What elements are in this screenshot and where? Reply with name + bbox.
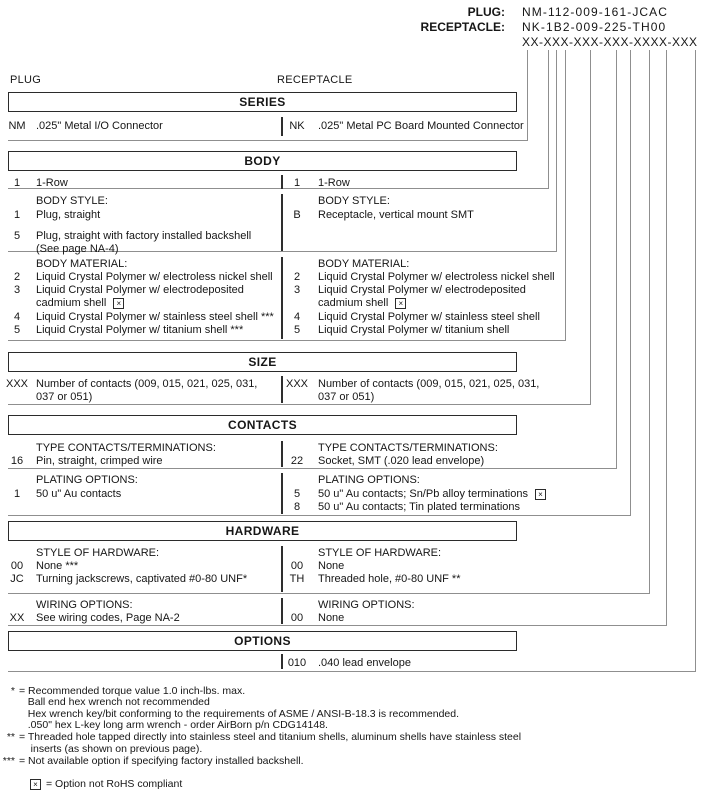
body-material-label-right: BODY MATERIAL: [318,258,410,270]
leader-line-body-style [556,50,557,252]
contacts-type-left-code: 16 [10,455,24,467]
body-material-right-code-4: 4 [293,311,301,323]
series-left-text: .025" Metal I/O Connector [36,120,163,132]
separator-hardware-style [8,593,650,594]
options-right-text: .040 lead envelope [318,657,411,669]
footnote-text-4: .050" hex L-key long arm wrench - order AirBorn p/n CDG14148. [19,719,328,731]
body-material-right-text-5: Liquid Crystal Polymer w/ titanium shell [318,324,510,336]
footnote-marker-7: *** [2,755,15,767]
contacts-plating-left-code: 1 [13,488,21,500]
body-material-left-code-3: 3 [13,284,21,296]
hardware-wiring-label-left: WIRING OPTIONS: [36,599,133,611]
footnote-text-5: = Threaded hole tapped directly into stainless steel and titanium shells, aluminum shells have stainless steel [19,731,522,743]
contacts-plating-right-text-5 [318,488,546,500]
hardware-wiring-left-code: XX [9,612,25,624]
contacts-plating-right-text-8: 50 u" Au contacts; Tin plated terminations [318,501,521,513]
receptacle-column-label: RECEPTACLE [277,74,353,86]
plug-part-number-label: PLUG: [467,5,505,19]
body-style-left-code-5: 5 [13,230,21,242]
hardware-style-left-text-00: None *** [36,560,79,572]
footnote-text-6: inserts (as shown on previous page). [19,743,203,755]
series-left-code: NM [8,120,26,132]
plug-part-number-value: NM-112-009-161-JCAC [522,5,669,19]
body-material-left-text-5: Liquid Crystal Polymer w/ titanium shell *** [36,324,244,336]
size-left-text-cont: 037 or 051) [36,391,93,403]
section-header-series: SERIES [8,92,517,112]
body-material-right-code-3: 3 [293,284,301,296]
body-style-left-text-5: Plug, straight with factory installed backshell [36,230,252,242]
contacts-plating-left-text: 50 u" Au contacts [36,488,122,500]
contacts-type-label-right: TYPE CONTACTS/TERMINATIONS: [318,442,498,454]
part-number-mask: XX-XXX-XXX-XXX-XXXX-XXX [522,35,698,49]
leader-line-body-row [548,50,549,189]
not-rohs-compliant-icon [30,779,41,790]
receptacle-part-number-value: NK-1B2-009-225-TH00 [522,20,667,34]
footnote-text-2: Ball end hex wrench not recommended [19,696,210,708]
hardware-wiring-right-code: 00 [290,612,304,624]
separator-series-bottom [8,140,528,141]
footnote-marker-5: ** [6,731,15,743]
leader-line-contacts-plating [630,50,631,516]
separator-body-bottom [8,340,566,341]
footnote-marker-1: * [10,685,15,697]
body-material-right-code-2: 2 [293,271,301,283]
body-row-right-text: 1-Row [318,177,350,189]
footnote-text-1: = Recommended torque value 1.0 inch-lbs. max. [19,685,246,697]
body-material-left-code-2: 2 [13,271,21,283]
contacts-plating-right-code-8: 8 [293,501,301,513]
hardware-style-right-text-th: Threaded hole, #0-80 UNF ** [318,573,461,585]
size-right-text-cont: 037 or 051) [318,391,375,403]
contacts-type-label-left: TYPE CONTACTS/TERMINATIONS: [36,442,216,454]
hardware-style-right-code-th: TH [289,573,305,585]
contacts-plating-label-right: PLATING OPTIONS: [318,474,420,486]
hardware-style-label-right: STYLE OF HARDWARE: [318,547,442,559]
body-material-right-text-4: Liquid Crystal Polymer w/ stainless steel shell [318,311,540,323]
body-material-right-text-3-cont-text: cadmium shell [318,297,389,309]
body-material-right-text-3: Liquid Crystal Polymer w/ electrodeposited [318,284,526,296]
body-style-left-text-1: Plug, straight [36,209,101,221]
hardware-wiring-right-text: None [318,612,345,624]
body-material-right-code-5: 5 [293,324,301,336]
contacts-plating-right-code-5: 5 [293,488,301,500]
not-rohs-compliant-icon [535,489,546,500]
footnote-text-7: = Not available option if specifying factory installed backshell. [19,755,304,767]
body-style-divider [281,194,283,251]
body-material-right-text-3-cont [318,297,406,309]
separator-hardware-bottom [8,625,667,626]
hardware-style-right-code-00: 00 [290,560,304,572]
separator-options-bottom [8,671,696,672]
separator-size-bottom [8,404,591,405]
body-material-left-text-4: Liquid Crystal Polymer w/ stainless steel shell *** [36,311,274,323]
not-rohs-compliant-icon [395,298,406,309]
size-right-code: XXX [285,378,308,390]
separator-contacts-type [8,468,617,469]
contacts-type-right-code: 22 [290,455,304,467]
leader-line-size [590,50,591,405]
series-right-text: .025" Metal PC Board Mounted Connector [318,120,524,132]
section-header-hardware: HARDWARE [8,521,517,541]
leader-line-hardware-wiring [666,50,667,626]
receptacle-part-number-label: RECEPTACLE: [420,20,505,34]
rohs-note-text: = Option not RoHS compliant [46,778,183,790]
section-header-size: SIZE [8,352,517,372]
body-style-left-code-1: 1 [13,209,21,221]
body-material-left-code-5: 5 [13,324,21,336]
body-row-left-code: 1 [13,177,21,189]
hardware-style-left-code-jc: JC [10,573,24,585]
size-left-text: Number of contacts (009, 015, 021, 025, 031, [36,378,258,390]
leader-line-options [695,50,696,672]
options-right-code: 010 [287,657,307,669]
body-material-left-code-4: 4 [13,311,21,323]
size-right-text: Number of contacts (009, 015, 021, 025, 031, [318,378,540,390]
contacts-plating-label-left: PLATING OPTIONS: [36,474,138,486]
hardware-style-right-text-00: None [318,560,345,572]
hardware-style-left-text-jc: Turning jackscrews, captivated #0-80 UNF* [36,573,248,585]
body-style-left-text-5-cont: (See page NA-4) [36,243,119,255]
body-material-right-text-2: Liquid Crystal Polymer w/ electroless nickel shell [318,271,555,283]
body-style-right-code-b: B [293,209,301,221]
size-left-code: XXX [5,378,28,390]
body-row-left-text: 1-Row [36,177,68,189]
body-style-right-text-b: Receptacle, vertical mount SMT [318,209,474,221]
section-header-contacts: CONTACTS [8,415,517,435]
hardware-wiring-label-right: WIRING OPTIONS: [318,599,415,611]
contacts-type-left-text: Pin, straight, crimped wire [36,455,163,467]
hardware-style-label-left: STYLE OF HARDWARE: [36,547,160,559]
not-rohs-compliant-icon [113,298,124,309]
body-style-label-left: BODY STYLE: [36,195,108,207]
hardware-wiring-left-text: See wiring codes, Page NA-2 [36,612,180,624]
body-material-label-left: BODY MATERIAL: [36,258,128,270]
separator-body-row [8,188,549,189]
section-header-options: OPTIONS [8,631,517,651]
body-material-left-text-3-cont [36,297,124,309]
leader-line-body-material [565,50,566,341]
contacts-plating-right-text-5-text: 50 u" Au contacts; Sn/Pb alloy terminations [318,488,528,500]
leader-line-hardware-style [649,50,650,594]
body-style-label-right: BODY STYLE: [318,195,390,207]
body-material-left-text-3-cont-text: cadmium shell [36,297,107,309]
leader-line-contacts-type [616,50,617,469]
separator-contacts-bottom [8,515,631,516]
contacts-type-right-text: Socket, SMT (.020 lead envelope) [318,455,485,467]
plug-column-label: PLUG [10,74,42,86]
leader-line-series [527,50,528,141]
section-header-body: BODY [8,151,517,171]
body-material-left-text-3: Liquid Crystal Polymer w/ electrodeposited [36,284,244,296]
body-row-right-code: 1 [293,177,301,189]
hardware-style-left-code-00: 00 [10,560,24,572]
footnote-text-3: Hex wrench key/bit conforming to the requirements of ASME / ANSI-B-18.3 is recommended. [19,708,460,720]
series-right-code: NK [289,120,305,132]
body-material-left-text-2: Liquid Crystal Polymer w/ electroless nickel shell [36,271,273,283]
